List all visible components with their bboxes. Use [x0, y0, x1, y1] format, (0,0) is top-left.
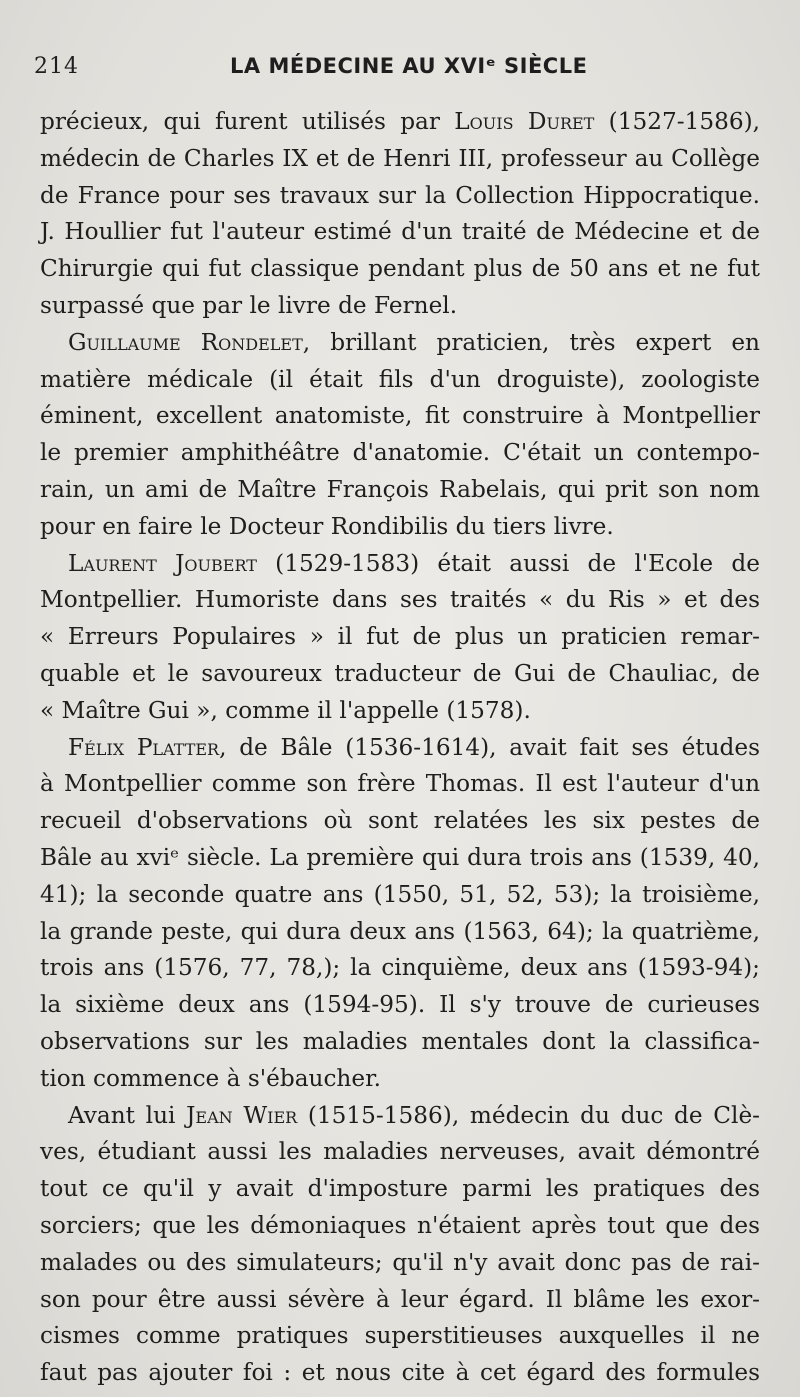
page-number: 214 — [34, 54, 79, 79]
text-line: Guillaume Rondelet, brillant praticien, très expert en — [68, 328, 760, 356]
text-line: Chirurgie qui fut classique pendant plus de 50 ans et ne fut — [40, 255, 760, 283]
text-line: à Montpellier comme son frère Thomas. Il est l'auteur d'un — [40, 770, 760, 798]
text-line: de France pour ses travaux sur la Collection Hippocratique. — [40, 181, 760, 209]
text-line: rain, un ami de Maître François Rabelais, qui prit son nom — [40, 475, 760, 503]
text-line: Félix Platter, de Bâle (1536-1614), avait fait ses études — [68, 733, 761, 761]
text-line: tout ce qu'il y avait d'imposture parmi les pratiques des — [40, 1175, 760, 1203]
text-line: Montpellier. Humoriste dans ses traités « du Ris » et des — [40, 586, 760, 614]
body-text — [40, 104, 760, 1392]
text-line: Bâle au xviᵉ siècle. La première qui dura trois ans (1539, 40, — [40, 843, 760, 871]
text-line: surpassé que par le livre de Fernel. — [40, 291, 458, 319]
text-line: la grande peste, qui dura deux ans (1563, 64); la quatrième, — [40, 917, 760, 945]
text-line: recueil d'observations où sont relatées les six pestes de — [40, 807, 760, 835]
text-line: Avant lui Jean Wier (1515-1586), médecin du duc de Clè- — [68, 1101, 761, 1129]
text-line: éminent, excellent anatomiste, fit construire à Montpellier — [40, 402, 760, 430]
text-line: le premier amphithéâtre d'anatomie. C'était un contempo- — [40, 439, 760, 467]
text-line: médecin de Charles IX et de Henri III, professeur au Collège — [40, 144, 760, 172]
text-line: « Erreurs Populaires » il fut de plus un praticien remar- — [40, 623, 760, 651]
text-line: quable et le savoureux traducteur de Gui de Chauliac, de — [40, 659, 760, 687]
text-line: J. Houllier fut l'auteur estimé d'un traité de Médecine et de — [40, 218, 760, 246]
text-line: ves, étudiant aussi les maladies nerveuses, avait démontré — [40, 1138, 760, 1166]
text-line: cismes comme pratiques superstitieuses auxquelles il ne — [40, 1322, 760, 1350]
page-header — [34, 48, 770, 88]
text-line: tion commence à s'ébaucher. — [40, 1064, 381, 1092]
text-line: Laurent Joubert (1529-1583) était aussi de l'Ecole de — [68, 549, 760, 577]
text-line: faut pas ajouter foi : et nous cite à cet égard des formules — [40, 1359, 760, 1387]
running-title: LA MÉDECINE AU XVIᵉ SIÈCLE — [230, 54, 588, 78]
text-line: trois ans (1576, 77, 78,); la cinquième, deux ans (1593-94); — [40, 954, 760, 982]
text-line: sorciers; que les démoniaques n'étaient après tout que des — [40, 1211, 760, 1239]
text-line: matière médicale (il était fils d'un droguiste), zoologiste — [40, 365, 760, 393]
text-line: son pour être aussi sévère à leur égard. Il blâme les exor- — [40, 1285, 760, 1313]
text-line: observations sur les maladies mentales dont la classifica- — [40, 1027, 760, 1055]
text-line: pour en faire le Docteur Rondibilis du tiers livre. — [40, 512, 614, 540]
text-line: malades ou des simulateurs; qu'il n'y avait donc pas de rai- — [40, 1248, 760, 1276]
text-line: précieux, qui furent utilisés par Louis Duret (1527-1586), — [40, 108, 760, 135]
text-line: la sixième deux ans (1594-95). Il s'y trouve de curieuses — [40, 991, 760, 1019]
text-line: 41); la seconde quatre ans (1550, 51, 52, 53); la troisième, — [40, 880, 760, 908]
text-line: « Maître Gui », comme il l'appelle (1578). — [40, 696, 531, 724]
